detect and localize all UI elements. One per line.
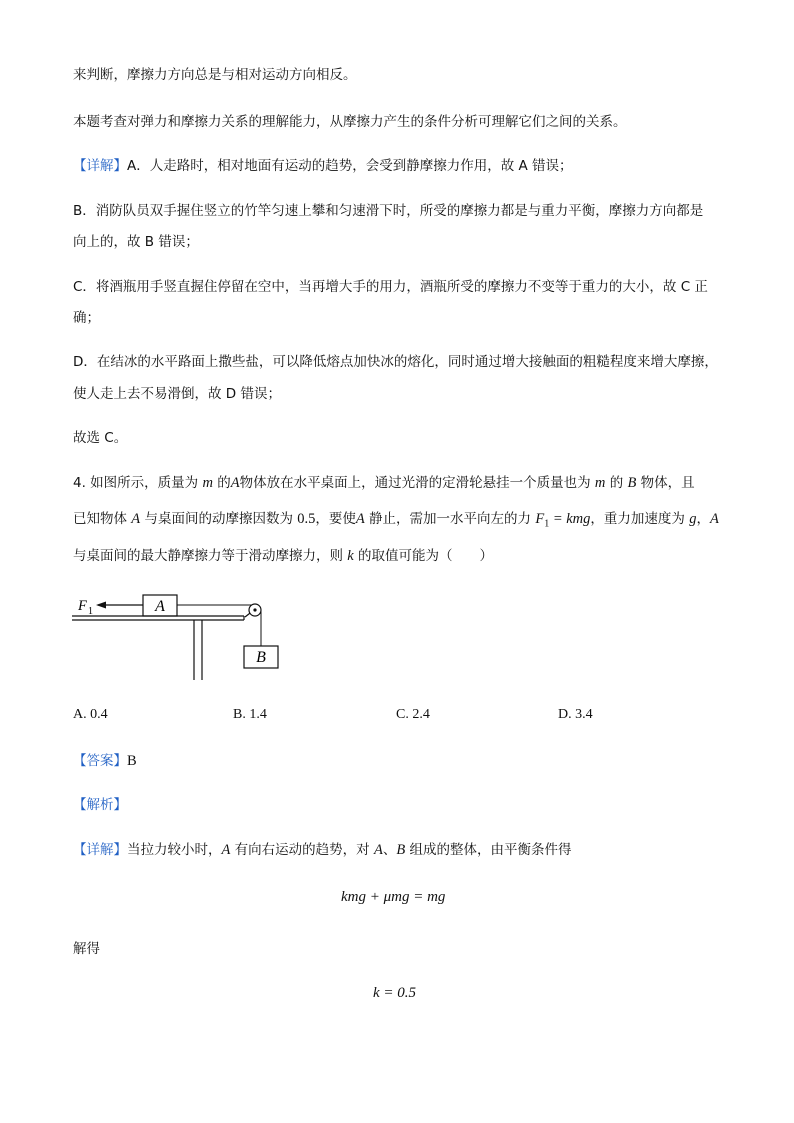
detail-tag: 【详解】	[73, 158, 127, 174]
text-line: 本题考查对弹力和摩擦力关系的理解能力，从摩擦力产生的条件分析可理解它们之间的关系。	[73, 114, 627, 130]
equation-balance: kmg + μmg = mg	[341, 889, 446, 905]
option-d-explanation-cont: 使人走上去不易滑倒，故 D 错误；	[73, 386, 281, 402]
answer-tag: 【答案】	[73, 753, 127, 769]
solve-line: 解得	[73, 941, 100, 957]
equation-result: k = 0.5	[373, 985, 417, 1001]
force-subscript: 1	[88, 606, 93, 617]
question-4-line-1: 4. 如图所示，质量为 m 的A物体放在水平桌面上，通过光滑的定滑轮悬挂一个质量也为 m 的 B 物体，且	[73, 475, 695, 491]
option-d[interactable]: D. 3.4	[558, 707, 593, 722]
option-c-explanation: C．将酒瓶用手竖直握住停留在空中，当再增大手的用力，酒瓶所受的摩擦力不变等于重力的大小，故 C 正	[73, 279, 708, 295]
answer-value: B	[127, 753, 137, 769]
option-b[interactable]: B. 1.4	[233, 707, 267, 722]
detail-line: 【详解】当拉力较小时，A 有向右运动的趋势，对 A、B 组成的整体，由平衡条件得	[73, 842, 572, 858]
pulley-diagram	[70, 590, 285, 680]
detail-tag: 【详解】	[73, 842, 127, 858]
analysis-line	[73, 796, 127, 814]
answer-line	[73, 752, 137, 770]
block-a-label: A	[155, 598, 165, 615]
pulley-axle	[253, 608, 256, 611]
option-b-explanation-cont: 向上的，故 B 错误；	[73, 234, 199, 250]
question-4-line-2: 已知物体 A 与桌面间的动摩擦因数为 0.5，要使A 静止，需加一水平向左的力 $F_1$ = kmg，重力加速度为 g，A	[73, 511, 719, 530]
option-a[interactable]: A. 0.4	[73, 707, 108, 722]
detail-line-a: 【详解】A．人走路时，相对地面有运动的趋势，会受到静摩擦力作用，故 A 错误；	[73, 158, 573, 174]
option-d-explanation: D．在结冰的水平路面上撒些盐，可以降低熔点加快冰的熔化，同时通过增大接触面的粗糙程度来增大摩擦，	[73, 354, 718, 370]
choose-line: 故选 C。	[73, 430, 128, 446]
option-b-explanation: B．消防队员双手握住竖立的竹竿匀速上攀和匀速滑下时，所受的摩擦力都是与重力平衡，摩擦力方向都是	[73, 203, 704, 219]
force-label: F	[78, 598, 87, 614]
option-c[interactable]: C. 2.4	[396, 707, 430, 722]
block-b-label: B	[256, 649, 266, 666]
question-4-line-3: 与桌面间的最大静摩擦力等于滑动摩擦力，则 k 的取值可能为（ ）	[73, 548, 494, 564]
option-c-explanation-cont: 确；	[73, 310, 100, 326]
force-arrow-head	[96, 602, 106, 609]
text-line: 来判断，摩擦力方向总是与相对运动方向相反。	[73, 67, 357, 83]
analysis-tag: 【解析】	[73, 797, 127, 813]
